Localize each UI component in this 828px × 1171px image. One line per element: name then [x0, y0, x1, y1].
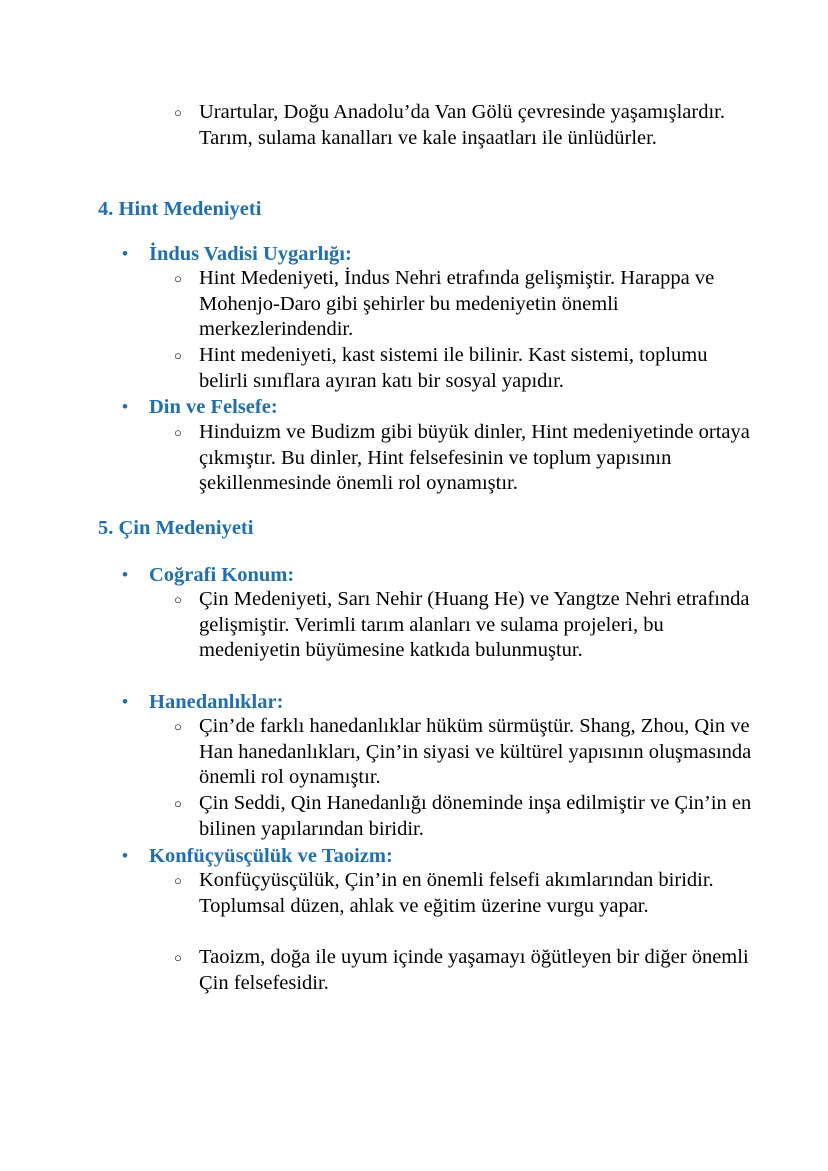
list-item — [174, 945, 759, 996]
topic-title: Coğrafi Konum: — [149, 564, 295, 586]
circle-bullet-icon: ○ — [174, 796, 182, 811]
list-item-text: Hint Medeniyeti, İndus Nehri etrafında gelişmiştir. Harappa ve Mohenjo-Daro gibi şehirler bu medeniyetin önemli merkezlerindendir. — [199, 267, 715, 341]
section-heading-hint: 4. Hint Medeniyeti — [98, 198, 262, 220]
topic-title: Hanedanlıklar: — [149, 691, 284, 713]
circle-bullet-icon: ○ — [174, 105, 182, 120]
list-item-text: Konfüçyüsçülük, Çin’in en önemli felsefi akımlarından biridir. Toplumsal düzen, ahlak ve eğitim üzerine vurgu yapar. — [199, 869, 714, 917]
circle-bullet-icon: ○ — [174, 592, 182, 607]
list-item — [174, 100, 759, 151]
circle-bullet-icon: ○ — [174, 271, 182, 286]
list-item — [174, 587, 759, 664]
list-item — [174, 868, 759, 919]
list-item-text: Taoizm, doğa ile uyum içinde yaşamayı öğütleyen bir diğer önemli Çin felsefesidir. — [199, 946, 749, 994]
circle-bullet-icon: ○ — [174, 950, 182, 965]
list-item — [174, 420, 759, 497]
topic-heading-cografi — [122, 562, 295, 588]
circle-bullet-icon: ○ — [174, 719, 182, 734]
circle-bullet-icon: ○ — [174, 425, 182, 440]
topic-heading-hanedan — [122, 689, 284, 715]
section-heading-cin: 5. Çin Medeniyeti — [98, 517, 254, 539]
list-item-text: Çin Medeniyeti, Sarı Nehir (Huang He) ve Yangtze Nehri etrafında gelişmiştir. Verimli tarım alanları ve sulama projeleri, bu medeniyetin büyümesine katkıda bulunmuştur. — [199, 588, 750, 662]
topic-heading-din — [122, 394, 278, 420]
topic-title: Din ve Felsefe: — [149, 396, 278, 418]
list-item-text: Çin’de farklı hanedanlıklar hüküm sürmüştür. Shang, Zhou, Qin ve Han hanedanlıkları, Çin’in siyasi ve kültürel yapısının oluşmasında önemli rol oynamıştır. — [199, 715, 752, 789]
circle-bullet-icon: ○ — [174, 873, 182, 888]
list-item — [174, 791, 759, 842]
list-item-text: Urartular, Doğu Anadolu’da Van Gölü çevresinde yaşamışlardır. Tarım, sulama kanalları ve kale inşaatları ile ünlüdürler. — [199, 101, 725, 149]
list-item — [174, 266, 759, 343]
bullet-icon: • — [122, 397, 128, 416]
circle-bullet-icon: ○ — [174, 348, 182, 363]
list-item-text: Hinduizm ve Budizm gibi büyük dinler, Hint medeniyetinde ortaya çıkmıştır. Bu dinler, Hint felsefesinin ve toplum yapısının şekillenmesinde önemli rol oynamıştır. — [199, 421, 750, 495]
bullet-icon: • — [122, 565, 128, 584]
list-item — [174, 714, 759, 791]
bullet-icon: • — [122, 692, 128, 711]
list-item — [174, 343, 759, 394]
list-item-text: Hint medeniyeti, kast sistemi ile bilinir. Kast sistemi, toplumu belirli sınıflara ayıran katı bir sosyal yapıdır. — [199, 344, 708, 392]
bullet-icon: • — [122, 846, 128, 865]
bullet-icon: • — [122, 244, 128, 263]
topic-heading-konfucyus — [122, 843, 393, 869]
list-item-text: Çin Seddi, Qin Hanedanlığı döneminde inşa edilmiştir ve Çin’in en bilinen yapılarından biridir. — [199, 792, 752, 840]
topic-title: İndus Vadisi Uygarlığı: — [149, 243, 352, 265]
topic-heading-indus — [122, 241, 352, 267]
topic-title: Konfüçyüsçülük ve Taoizm: — [149, 845, 393, 867]
